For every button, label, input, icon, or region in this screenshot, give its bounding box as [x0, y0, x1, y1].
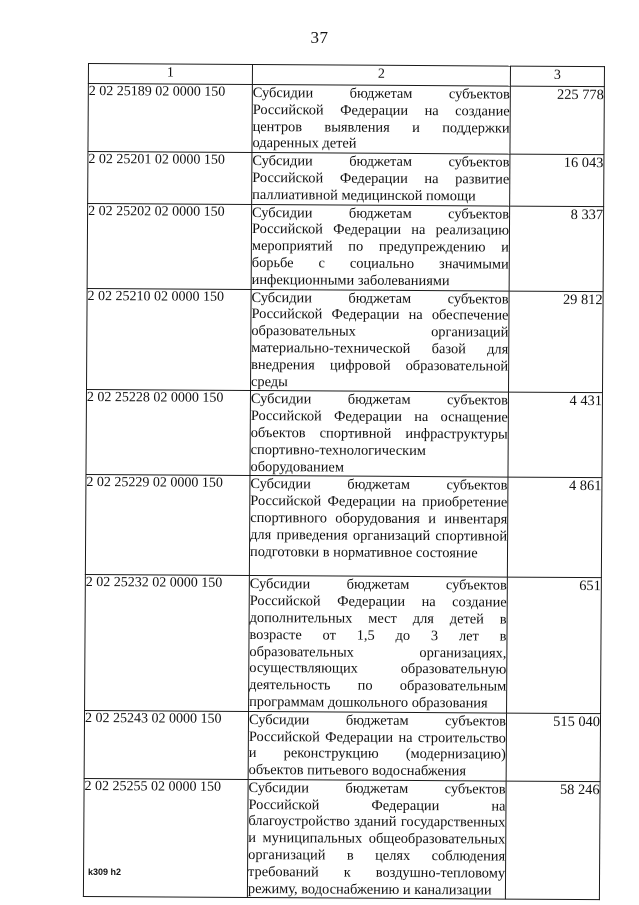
- description-cell: Субсидии бюджетам субъектов Российской Федерации на создание центров выявления и поддержки одаренных детей: [252, 85, 510, 155]
- table-row: [88, 152, 604, 207]
- budget-code-cell: 2 02 25202 02 0000 150: [87, 203, 252, 289]
- table-row: [84, 710, 600, 781]
- budget-code-cell: 2 02 25228 02 0000 150: [86, 390, 251, 476]
- table-row: [88, 84, 604, 155]
- budget-code-cell: 2 02 25229 02 0000 150: [85, 475, 250, 576]
- amount-cell: 515 040: [506, 713, 600, 782]
- description-cell: Субсидии бюджетам субъектов Российской Федерации на строительство и реконструкцию (модернизацию) объектов питьевого водоснабжения: [248, 711, 507, 780]
- budget-revenue-table: [83, 63, 605, 901]
- amount-cell: 58 246: [505, 781, 600, 900]
- description-cell: Субсидии бюджетам субъектов Российской Федерации на оснащение объектов спортивной инфраструктуры спортивно-технологическим оборудованием: [250, 391, 509, 478]
- budget-code-cell: 2 02 25255 02 0000 150: [83, 778, 248, 898]
- page-number: 37: [310, 28, 329, 47]
- table-row: [85, 575, 602, 714]
- description-cell: Субсидии бюджетам субъектов Российской Федерации на благоустройство зданий государственных и муниципальных общеобразовательных организаций в целях соблюдения требований к воздушно-тепловому режиму, водоснабжению и канализации: [247, 779, 506, 899]
- description-cell: Субсидии бюджетам субъектов Российской Федерации на реализацию мероприятий по предупреждению и борьбе с социально значимыми инфекционными заболеваниями: [251, 204, 510, 289]
- budget-code-cell: 2 02 25201 02 0000 150: [88, 152, 252, 204]
- description-cell: Субсидии бюджетам субъектов Российской Федерации на приобретение спортивного оборудования и инвентаря для приведения организаций спортивной подготовки в нормативное состояние: [249, 476, 508, 578]
- column-header-code: 1: [88, 64, 252, 85]
- budget-code-cell: 2 02 25189 02 0000 150: [88, 84, 252, 153]
- budget-code-cell: 2 02 25210 02 0000 150: [87, 288, 252, 391]
- amount-cell: 16 043: [510, 154, 604, 206]
- description-cell: Субсидии бюджетам субъектов Российской Федерации на обеспечение образовательных организаций материально-технической базой для внедрения цифровой образовательной среды: [251, 289, 510, 392]
- budget-code-cell: 2 02 25232 02 0000 150: [85, 575, 250, 711]
- amount-cell: 8 337: [509, 206, 604, 292]
- amount-cell: 651: [507, 577, 602, 713]
- table-row: [87, 203, 604, 291]
- table-row: [86, 390, 603, 478]
- column-header-amount: 3: [510, 66, 604, 87]
- table-row: [87, 288, 604, 393]
- column-header-description: 2: [252, 65, 510, 87]
- amount-cell: 225 778: [510, 86, 604, 155]
- document-footer-code: k309 h2: [88, 867, 122, 877]
- table-row: [83, 778, 600, 900]
- amount-cell: 4 431: [508, 392, 603, 478]
- description-cell: Субсидии бюджетам субъектов Российской Федерации на создание дополнительных мест для детей в возрасте от 1,5 до 3 лет в образовательных организациях, осуществляющих образовательную деятельность по образовательным программам дошкольного образования: [249, 576, 507, 712]
- table-row: [85, 475, 602, 578]
- description-cell: Субсидии бюджетам субъектов Российской Федерации на развитие паллиативной медицинской помощи: [252, 153, 510, 205]
- amount-cell: 29 812: [508, 291, 603, 393]
- amount-cell: 4 861: [507, 477, 602, 578]
- budget-code-cell: 2 02 25243 02 0000 150: [84, 710, 248, 779]
